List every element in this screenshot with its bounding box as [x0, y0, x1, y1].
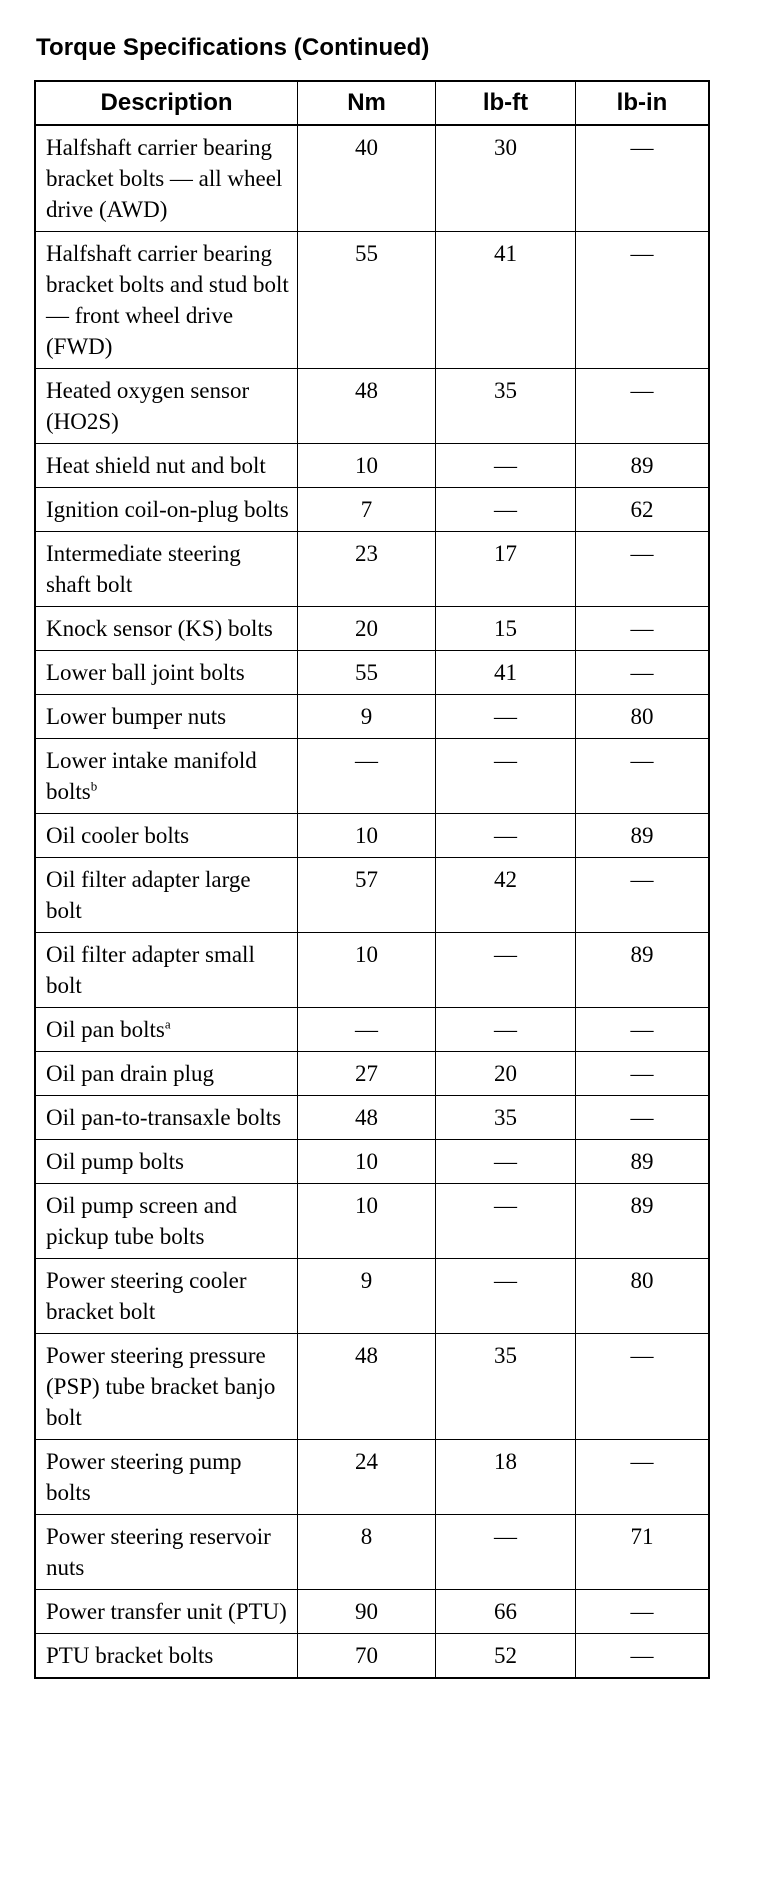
table-row [35, 1515, 709, 1590]
footnote-marker: a [164, 1016, 171, 1032]
cell-description [35, 607, 298, 651]
cell-description [35, 1259, 298, 1334]
cell-nm: 9 [298, 695, 436, 739]
cell-lbin: 80 [576, 695, 710, 739]
description-text: Lower bumper nuts [46, 704, 227, 729]
table-row [35, 1590, 709, 1634]
cell-nm: 70 [298, 1634, 436, 1679]
cell-lbft: — [435, 444, 575, 488]
description-text: Power steering pump bolts [46, 1449, 242, 1505]
cell-lbft: 15 [435, 607, 575, 651]
table-row [35, 695, 709, 739]
cell-description [35, 739, 298, 814]
table-row [35, 1008, 709, 1052]
description-text: Power steering cooler bracket bolt [46, 1268, 247, 1324]
cell-lbin: 89 [576, 933, 710, 1008]
table-row [35, 814, 709, 858]
cell-description [35, 1008, 298, 1052]
cell-description [35, 1634, 298, 1679]
cell-lbft: 42 [435, 858, 575, 933]
description-text: Oil filter adapter small bolt [46, 942, 255, 998]
table-row [35, 739, 709, 814]
cell-nm: 10 [298, 444, 436, 488]
header-nm: Nm [298, 81, 436, 125]
cell-lbft: — [435, 1008, 575, 1052]
cell-description [35, 532, 298, 607]
description-text: Power steering reservoir nuts [46, 1524, 271, 1580]
cell-lbft: 66 [435, 1590, 575, 1634]
description-text: Power transfer unit (PTU) [46, 1599, 287, 1624]
table-header-row [35, 81, 709, 125]
cell-lbft: — [435, 1515, 575, 1590]
description-text: Oil pump screen and pickup tube bolts [46, 1193, 237, 1249]
cell-description [35, 1334, 298, 1440]
table-row [35, 1052, 709, 1096]
cell-nm: 8 [298, 1515, 436, 1590]
cell-description [35, 1096, 298, 1140]
cell-description [35, 695, 298, 739]
cell-lbin: 89 [576, 1140, 710, 1184]
footnote-marker: b [90, 778, 98, 794]
description-text: Power steering pressure (PSP) tube bracket banjo bolt [46, 1343, 276, 1430]
cell-lbft: — [435, 814, 575, 858]
cell-description [35, 1184, 298, 1259]
cell-lbin: 80 [576, 1259, 710, 1334]
cell-description [35, 125, 298, 232]
cell-lbin: 62 [576, 488, 710, 532]
cell-lbft: — [435, 933, 575, 1008]
table-row [35, 369, 709, 444]
cell-lbft: 20 [435, 1052, 575, 1096]
table-row [35, 607, 709, 651]
cell-nm: 10 [298, 1140, 436, 1184]
table-row [35, 1184, 709, 1259]
cell-lbft: 17 [435, 532, 575, 607]
cell-lbft: 35 [435, 369, 575, 444]
cell-description [35, 232, 298, 369]
cell-nm: 48 [298, 369, 436, 444]
cell-lbft: — [435, 1140, 575, 1184]
cell-lbft: 41 [435, 232, 575, 369]
table-row [35, 1334, 709, 1440]
table-row [35, 1440, 709, 1515]
description-text: Halfshaft carrier bearing bracket bolts and stud bolt — front wheel drive (FWD) [46, 241, 289, 359]
table-row [35, 444, 709, 488]
cell-description [35, 1052, 298, 1096]
cell-lbin: — [576, 651, 710, 695]
cell-lbin: — [576, 1440, 710, 1515]
cell-description [35, 369, 298, 444]
description-text: Knock sensor (KS) bolts [46, 616, 273, 641]
table-row [35, 1259, 709, 1334]
torque-spec-table [34, 80, 710, 1679]
cell-nm: 27 [298, 1052, 436, 1096]
page-title: Torque Specifications (Continued) [36, 34, 430, 61]
cell-lbft: 52 [435, 1634, 575, 1679]
header-description: Description [35, 81, 298, 125]
cell-description [35, 651, 298, 695]
cell-lbft: — [435, 1259, 575, 1334]
cell-lbin: 71 [576, 1515, 710, 1590]
cell-nm: 55 [298, 651, 436, 695]
cell-lbin: — [576, 739, 710, 814]
table-row [35, 1140, 709, 1184]
table-row [35, 1634, 709, 1679]
cell-description [35, 933, 298, 1008]
cell-lbin: — [576, 1334, 710, 1440]
table-row [35, 125, 709, 232]
cell-lbin: — [576, 125, 710, 232]
cell-lbin: 89 [576, 444, 710, 488]
cell-nm: 10 [298, 1184, 436, 1259]
cell-nm: 55 [298, 232, 436, 369]
description-text: Oil filter adapter large bolt [46, 867, 251, 923]
table-body [35, 125, 709, 1678]
description-text: Lower intake manifold bolts [46, 748, 257, 804]
table-row [35, 933, 709, 1008]
cell-lbin: — [576, 532, 710, 607]
table-row [35, 1096, 709, 1140]
description-text: Oil pan bolts [46, 1017, 165, 1042]
description-text: Oil pan drain plug [46, 1061, 214, 1086]
description-text: Heat shield nut and bolt [46, 453, 266, 478]
cell-nm: 10 [298, 933, 436, 1008]
description-text: Oil pan-to-transaxle bolts [46, 1105, 282, 1130]
cell-description [35, 1140, 298, 1184]
cell-lbft: — [435, 739, 575, 814]
cell-lbin: 89 [576, 814, 710, 858]
cell-nm: 57 [298, 858, 436, 933]
cell-nm: 20 [298, 607, 436, 651]
cell-nm: 9 [298, 1259, 436, 1334]
cell-lbin: — [576, 1008, 710, 1052]
cell-description [35, 444, 298, 488]
table-row [35, 651, 709, 695]
cell-lbft: 35 [435, 1334, 575, 1440]
cell-lbin: — [576, 1052, 710, 1096]
cell-nm: 48 [298, 1096, 436, 1140]
cell-description [35, 814, 298, 858]
cell-lbft: 35 [435, 1096, 575, 1140]
description-text: PTU bracket bolts [46, 1643, 214, 1668]
cell-lbft: — [435, 488, 575, 532]
cell-nm: 24 [298, 1440, 436, 1515]
cell-lbin: — [576, 1590, 710, 1634]
cell-lbin: — [576, 369, 710, 444]
cell-lbft: 41 [435, 651, 575, 695]
cell-lbin: — [576, 232, 710, 369]
table-row [35, 532, 709, 607]
table-row [35, 858, 709, 933]
cell-nm: 40 [298, 125, 436, 232]
cell-description [35, 488, 298, 532]
cell-lbin: — [576, 858, 710, 933]
cell-nm: 48 [298, 1334, 436, 1440]
cell-lbft: — [435, 695, 575, 739]
cell-description [35, 1590, 298, 1634]
cell-description [35, 1515, 298, 1590]
cell-lbft: 30 [435, 125, 575, 232]
cell-lbin: — [576, 1634, 710, 1679]
cell-lbin: — [576, 1096, 710, 1140]
header-lbin: lb-in [576, 81, 710, 125]
description-text: Oil cooler bolts [46, 823, 190, 848]
cell-lbin: 89 [576, 1184, 710, 1259]
table-row [35, 488, 709, 532]
cell-nm: — [298, 739, 436, 814]
cell-nm: 7 [298, 488, 436, 532]
cell-nm: 90 [298, 1590, 436, 1634]
cell-description [35, 858, 298, 933]
cell-nm: — [298, 1008, 436, 1052]
description-text: Lower ball joint bolts [46, 660, 245, 685]
cell-lbft: 18 [435, 1440, 575, 1515]
cell-lbin: — [576, 607, 710, 651]
description-text: Heated oxygen sensor (HO2S) [46, 378, 250, 434]
cell-nm: 23 [298, 532, 436, 607]
description-text: Oil pump bolts [46, 1149, 185, 1174]
cell-lbft: — [435, 1184, 575, 1259]
description-text: Intermediate steering shaft bolt [46, 541, 241, 597]
cell-nm: 10 [298, 814, 436, 858]
description-text: Ignition coil-on-plug bolts [46, 497, 289, 522]
header-lbft: lb-ft [435, 81, 575, 125]
description-text: Halfshaft carrier bearing bracket bolts — all wheel drive (AWD) [46, 135, 283, 222]
table-row [35, 232, 709, 369]
cell-description [35, 1440, 298, 1515]
